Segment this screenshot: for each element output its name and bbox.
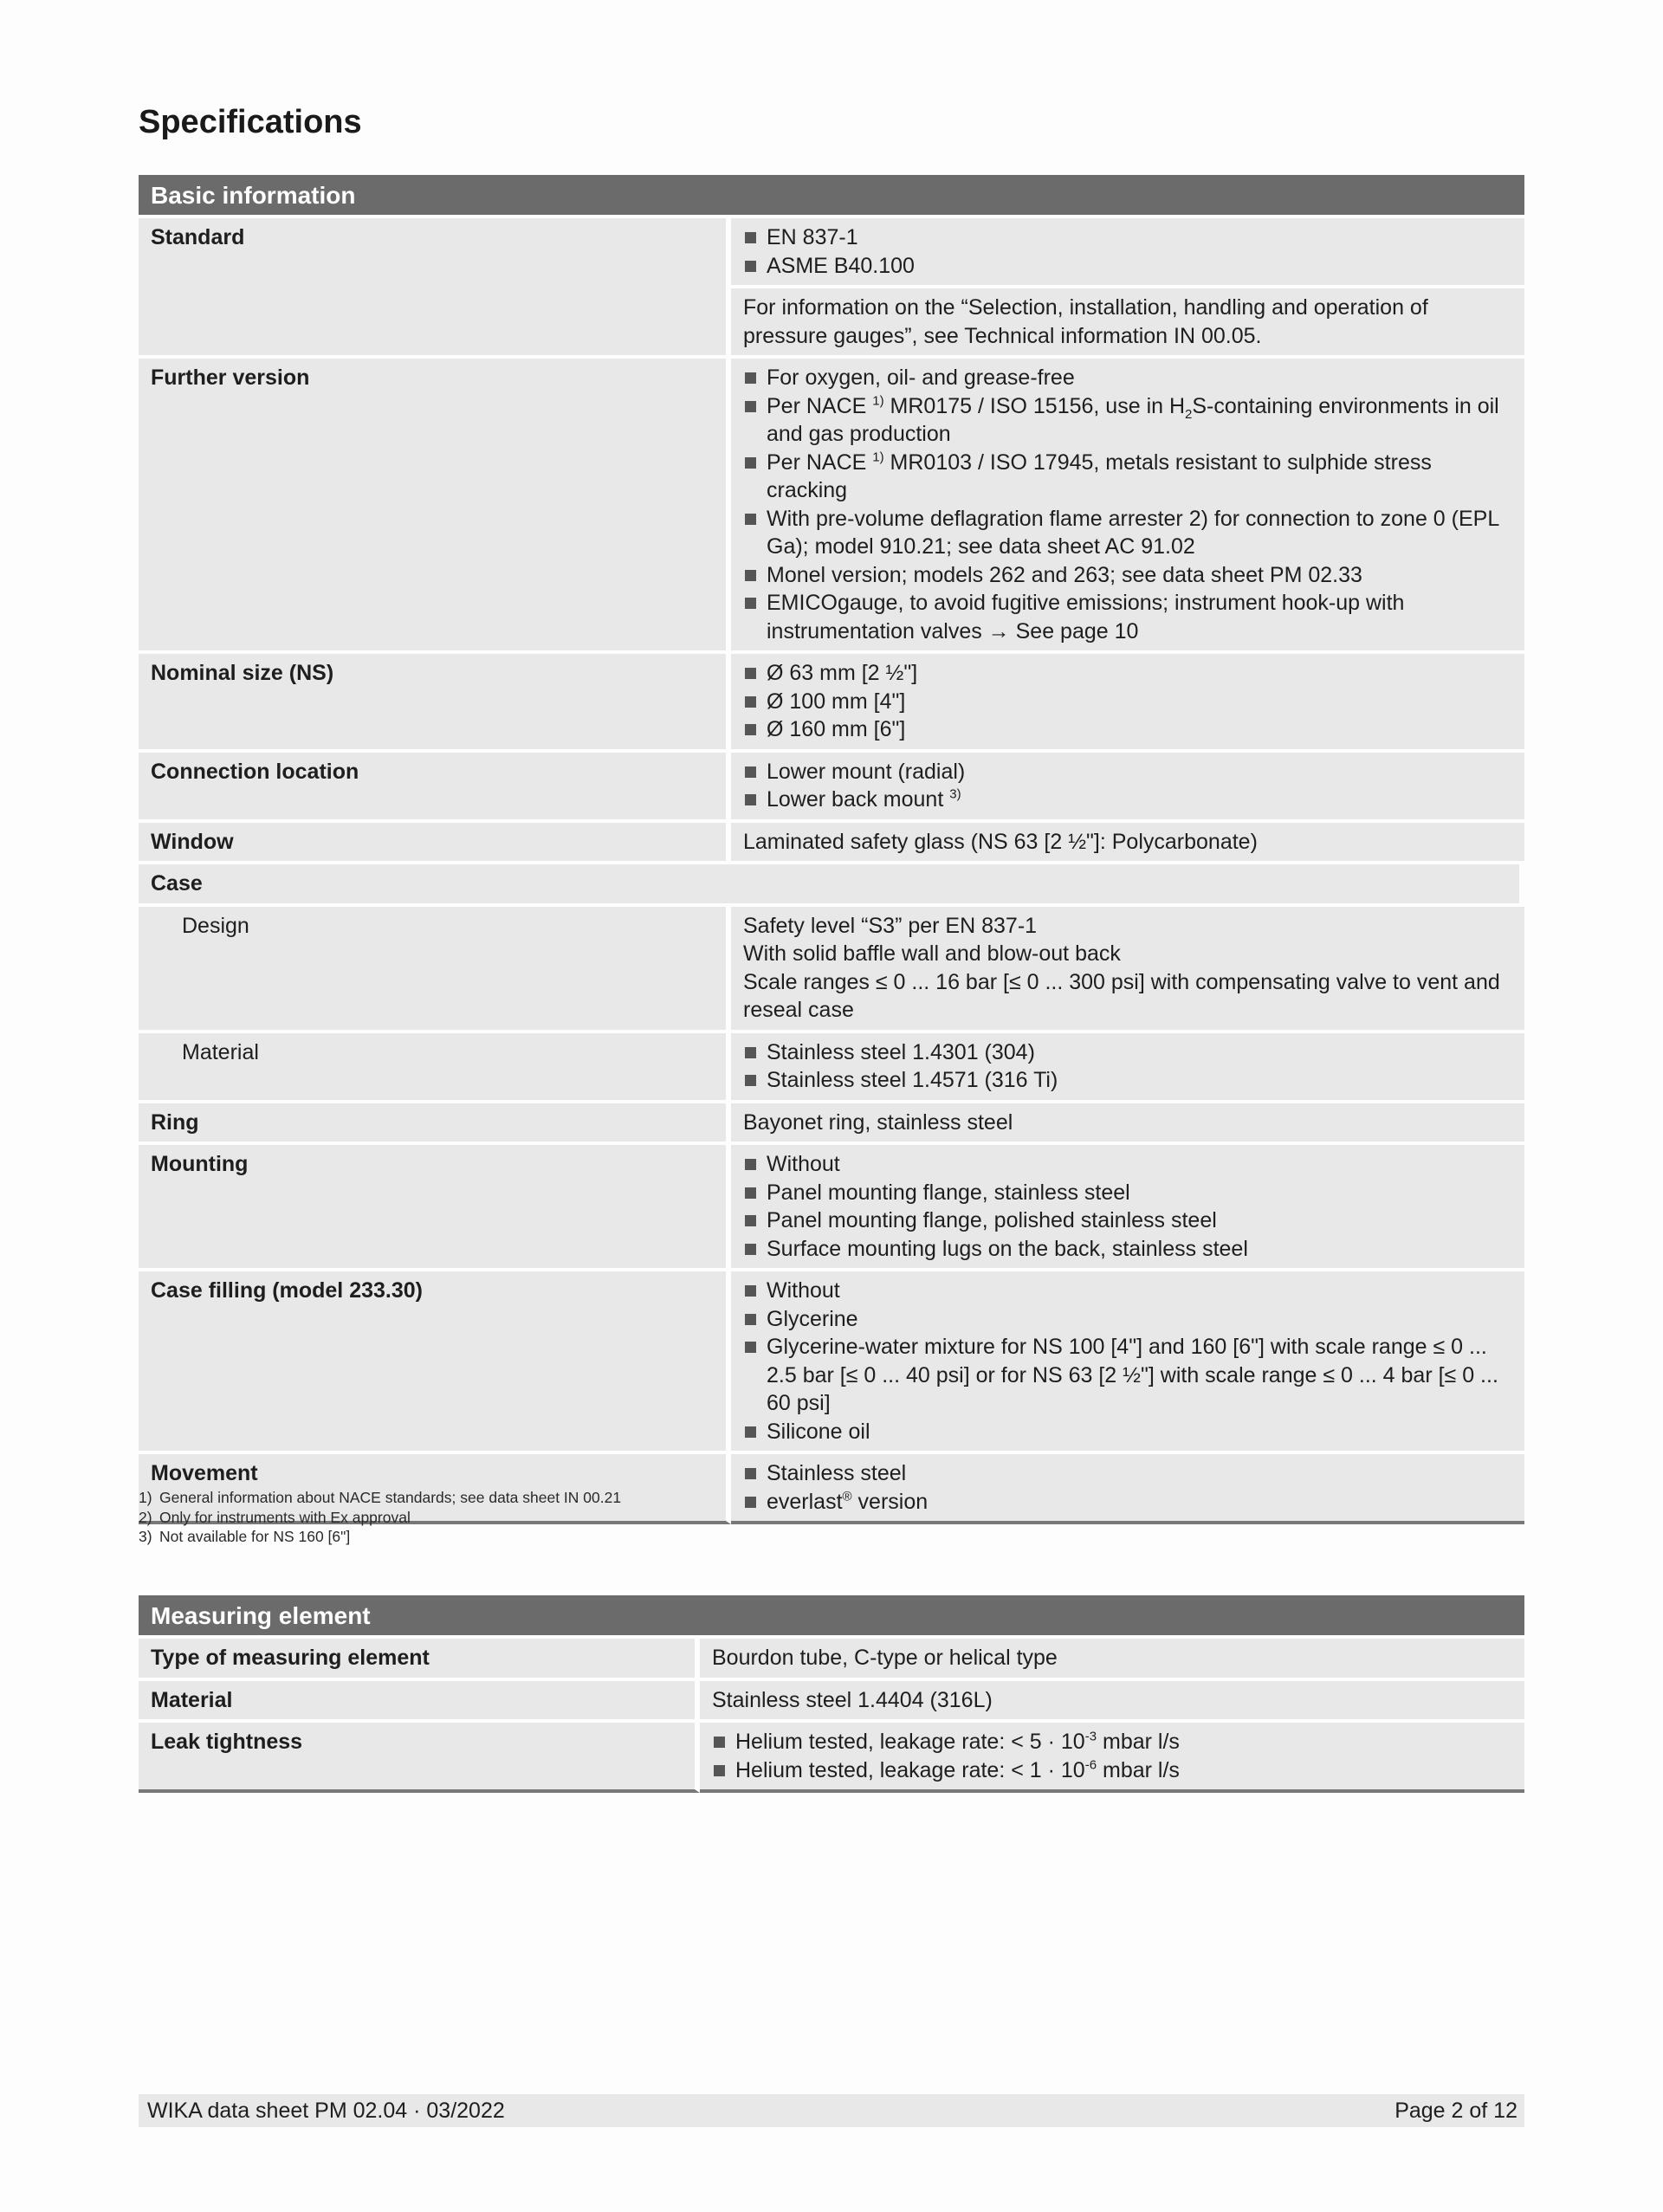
footnote xyxy=(139,1488,621,1508)
spec-label: Material xyxy=(139,1681,700,1720)
bullet-item: Ø 63 mm [2 ½"] xyxy=(743,659,1512,688)
text-line: Safety level “S3” per EN 837-1 xyxy=(743,913,1038,938)
bullet-item: Surface mounting lugs on the back, stainless steel xyxy=(743,1235,1512,1264)
bullet-item: Glycerine-water mixture for NS 100 [4"] and 160 [6"] with scale range ≤ 0 ... 2.5 bar [≤ 0 ... 40 psi] or for NS 63 [2 ½"] with scale range ≤ 0 ... 4 bar [≤ 0 ... 60 psi] xyxy=(743,1333,1512,1418)
spec-label: Case xyxy=(139,864,1524,903)
text-line: With solid baffle wall and blow-out back xyxy=(743,941,1121,966)
text-run: Lower back mount xyxy=(767,787,944,812)
bullet-item: EN 837-1 xyxy=(743,223,1512,252)
text-run: MR0103 / ISO 17945, metals resistant to sulphide stress cracking xyxy=(767,450,1432,502)
spec-row-case-design xyxy=(139,907,1524,1030)
spec-label: Movement xyxy=(139,1454,731,1524)
bullet-item: EMICOgauge, to avoid fugitive emissions; instrument hook-up with instrumentation valves → See page 10 xyxy=(743,589,1512,645)
text-run: everlast xyxy=(767,1489,843,1514)
spec-row-leak-tightness xyxy=(139,1723,1524,1793)
spec-row-case-filling xyxy=(139,1271,1524,1451)
text-run: version xyxy=(851,1489,929,1514)
bullet-item xyxy=(743,786,1512,814)
exponent: -3 xyxy=(1084,1729,1097,1744)
spec-label: Window xyxy=(139,823,731,862)
spec-value xyxy=(731,654,1524,749)
bullet-list xyxy=(743,1277,1512,1446)
spec-sublabel: Design xyxy=(139,907,731,1030)
spec-label: Nominal size (NS) xyxy=(139,654,731,749)
bullet-item: Stainless steel 1.4301 (304) xyxy=(743,1038,1512,1067)
spec-value xyxy=(731,1033,1524,1100)
measuring-element-table xyxy=(139,1592,1524,1796)
bullet-list xyxy=(743,659,1512,744)
footnote-text: General information about NACE standards; see data sheet IN 00.21 xyxy=(159,1489,622,1506)
spec-value xyxy=(731,1454,1524,1524)
spec-row-window xyxy=(139,823,1524,862)
footer-page-number: Page 2 of 12 xyxy=(1394,2099,1517,2123)
bullet-list xyxy=(743,1459,1512,1516)
spec-value xyxy=(731,218,1524,285)
bullet-item: With pre-volume deflagration flame arrester 2) for connection to zone 0 (EPL Ga); model 910.21; see data sheet AC 91.02 xyxy=(743,505,1512,561)
spec-value xyxy=(731,1145,1524,1268)
text-run: S-containing environments in oil and gas production xyxy=(767,393,1499,446)
spec-value: Bourdon tube, C-type or helical type xyxy=(700,1639,1524,1678)
spec-value: Laminated safety glass (NS 63 [2 ½"]: Polycarbonate) xyxy=(731,823,1524,862)
spec-value xyxy=(731,907,1524,1030)
footnote-ref: 3) xyxy=(949,786,961,802)
text-run: mbar l/s xyxy=(1097,1730,1180,1754)
spec-row-nominal-size xyxy=(139,654,1524,749)
spec-row-ring xyxy=(139,1103,1524,1142)
bullet-list xyxy=(712,1728,1512,1784)
spec-value: Stainless steel 1.4404 (316L) xyxy=(700,1681,1524,1720)
basic-information-table xyxy=(139,171,1524,1528)
bullet-item: ASME B40.100 xyxy=(743,252,1512,281)
spec-row-case xyxy=(139,864,1524,903)
bullet-item: Without xyxy=(743,1277,1512,1305)
text-run: mbar l/s xyxy=(1097,1757,1180,1782)
bullet-item: Lower mount (radial) xyxy=(743,758,1512,786)
bullet-list xyxy=(743,1150,1512,1263)
bullet-item: Panel mounting flange, polished stainless steel xyxy=(743,1206,1512,1235)
registered-mark: ® xyxy=(842,1489,852,1504)
bullet-item xyxy=(743,1488,1512,1517)
footnote-text: Only for instruments with Ex approval xyxy=(159,1508,411,1526)
spec-row-standard xyxy=(139,218,1524,285)
text-line: Scale ranges ≤ 0 ... 16 bar [≤ 0 ... 300 psi] with compensating valve to vent and reseal case xyxy=(743,969,1500,1022)
footer-doc-reference: WIKA data sheet PM 02.04 · 03/2022 xyxy=(147,2099,505,2123)
bullet-item: Ø 100 mm [4"] xyxy=(743,688,1512,716)
spec-label: Connection location xyxy=(139,753,731,819)
footnotes xyxy=(139,1488,621,1547)
spec-value xyxy=(731,359,1524,650)
page-title: Specifications xyxy=(139,104,362,140)
bullet-item: Without xyxy=(743,1150,1512,1179)
footnote xyxy=(139,1527,621,1547)
footnote-number: 2) xyxy=(139,1508,152,1526)
spec-row-connection-location xyxy=(139,753,1524,819)
spec-label: Leak tightness xyxy=(139,1723,700,1793)
footnote-number: 3) xyxy=(139,1528,152,1545)
text-run: Helium tested, leakage rate: < 5 · 10 xyxy=(735,1730,1085,1754)
section-header: Basic information xyxy=(139,175,1524,215)
bullet-item xyxy=(743,449,1512,505)
bullet-item: For oxygen, oil- and grease-free xyxy=(743,364,1512,392)
subscript: 2 xyxy=(1185,406,1193,422)
spec-label: Further version xyxy=(139,359,731,650)
spec-row-type xyxy=(139,1639,1524,1678)
spec-value xyxy=(731,1271,1524,1451)
exponent: -6 xyxy=(1084,1757,1097,1773)
bullet-item: Glycerine xyxy=(743,1305,1512,1334)
bullet-list xyxy=(743,1038,1512,1095)
text-run: MR0175 / ISO 15156, use in H xyxy=(883,393,1186,418)
spec-row-case-material xyxy=(139,1033,1524,1100)
bullet-item: Monel version; models 262 and 263; see data sheet PM 02.33 xyxy=(743,561,1512,590)
bullet-list xyxy=(743,758,1512,814)
bullet-item: Stainless steel 1.4571 (316 Ti) xyxy=(743,1066,1512,1095)
bullet-list xyxy=(743,364,1512,645)
footnote-text: Not available for NS 160 [6"] xyxy=(159,1528,351,1545)
spec-value xyxy=(731,753,1524,819)
spec-value-note: For information on the “Selection, installation, handling and operation of pressure gauges”, see Technical information IN 00.05. xyxy=(731,288,1524,355)
spec-row-material xyxy=(139,1681,1524,1720)
text-run: Per NACE xyxy=(767,393,867,418)
section-header: Measuring element xyxy=(139,1595,1524,1635)
bullet-item xyxy=(712,1756,1512,1785)
section-header-row xyxy=(139,175,1524,215)
footnote-ref: 1) xyxy=(872,393,884,409)
text-run: Per NACE xyxy=(767,450,867,475)
footnote-ref: 1) xyxy=(872,450,884,465)
spec-label: Ring xyxy=(139,1103,731,1142)
spec-sublabel: Material xyxy=(139,1033,731,1100)
spec-label: Mounting xyxy=(139,1145,731,1268)
bullet-list xyxy=(743,223,1512,280)
bullet-item: Ø 160 mm [6"] xyxy=(743,715,1512,744)
text-run: Helium tested, leakage rate: < 1 · 10 xyxy=(735,1757,1085,1782)
page-footer xyxy=(139,2094,1524,2127)
spec-label: Type of measuring element xyxy=(139,1639,700,1678)
section-header-row xyxy=(139,1595,1524,1635)
bullet-item: Silicone oil xyxy=(743,1418,1512,1446)
bullet-item: Panel mounting flange, stainless steel xyxy=(743,1179,1512,1207)
bullet-item xyxy=(743,392,1512,449)
spec-row-further-version xyxy=(139,359,1524,650)
spec-value xyxy=(700,1723,1524,1793)
spec-label: Case filling (model 233.30) xyxy=(139,1271,731,1451)
bullet-item xyxy=(712,1728,1512,1756)
bullet-item: Stainless steel xyxy=(743,1459,1512,1488)
spec-row-mounting xyxy=(139,1145,1524,1268)
footnote xyxy=(139,1508,621,1528)
spec-value: Bayonet ring, stainless steel xyxy=(731,1103,1524,1142)
footnote-number: 1) xyxy=(139,1489,152,1506)
spec-label: Standard xyxy=(139,218,731,355)
